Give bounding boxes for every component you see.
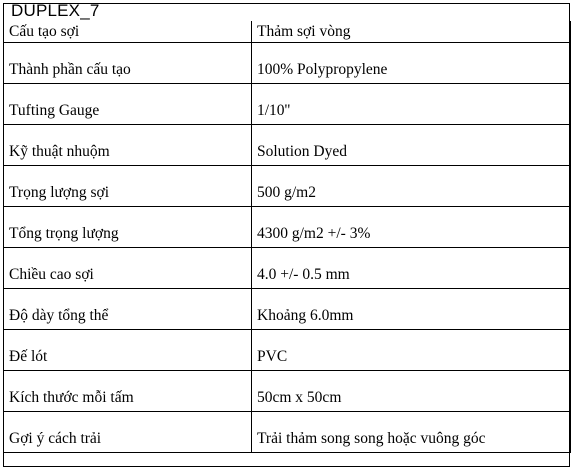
table-row [4, 42, 571, 83]
table-row [4, 165, 571, 206]
spec-value: 100% Polypropylene [252, 42, 571, 83]
spec-label: Chiều cao sợi [4, 247, 252, 288]
spec-value: Khoảng 6.0mm [252, 288, 571, 329]
table-row [4, 83, 571, 124]
spec-label: Đế lót [4, 329, 252, 370]
spec-value: Trải thảm song song hoặc vuông góc [252, 411, 571, 452]
spec-value: 1/10'' [252, 83, 571, 124]
spec-value: 4300 g/m2 +/- 3% [252, 206, 571, 247]
spec-label: Thành phần cấu tạo [4, 42, 252, 83]
spec-label: Gợi ý cách trải [4, 411, 252, 452]
table-row [4, 21, 571, 42]
spec-value: Solution Dyed [252, 124, 571, 165]
table-row [4, 411, 571, 452]
spec-label: Kích thước mỗi tấm [4, 370, 252, 411]
spec-label: Tufting Gauge [4, 83, 252, 124]
product-title: DUPLEX_7 [11, 1, 100, 20]
spec-label: Trọng lượng sợi [4, 165, 252, 206]
spec-table [3, 21, 571, 453]
table-row [4, 206, 571, 247]
spec-label: Độ dày tổng thể [4, 288, 252, 329]
spec-label: Kỹ thuật nhuộm [4, 124, 252, 165]
spec-value: 500 g/m2 [252, 165, 571, 206]
spec-label: Cấu tạo sợi [4, 21, 252, 42]
table-row [4, 329, 571, 370]
table-row [4, 247, 571, 288]
spec-value: 50cm x 50cm [252, 370, 571, 411]
spec-value: Thảm sợi vòng [252, 21, 571, 42]
spec-value: 4.0 +/- 0.5 mm [252, 247, 571, 288]
spec-value: PVC [252, 329, 571, 370]
spec-label: Tổng trọng lượng [4, 206, 252, 247]
table-row [4, 288, 571, 329]
table-row [4, 124, 571, 165]
table-row [4, 370, 571, 411]
